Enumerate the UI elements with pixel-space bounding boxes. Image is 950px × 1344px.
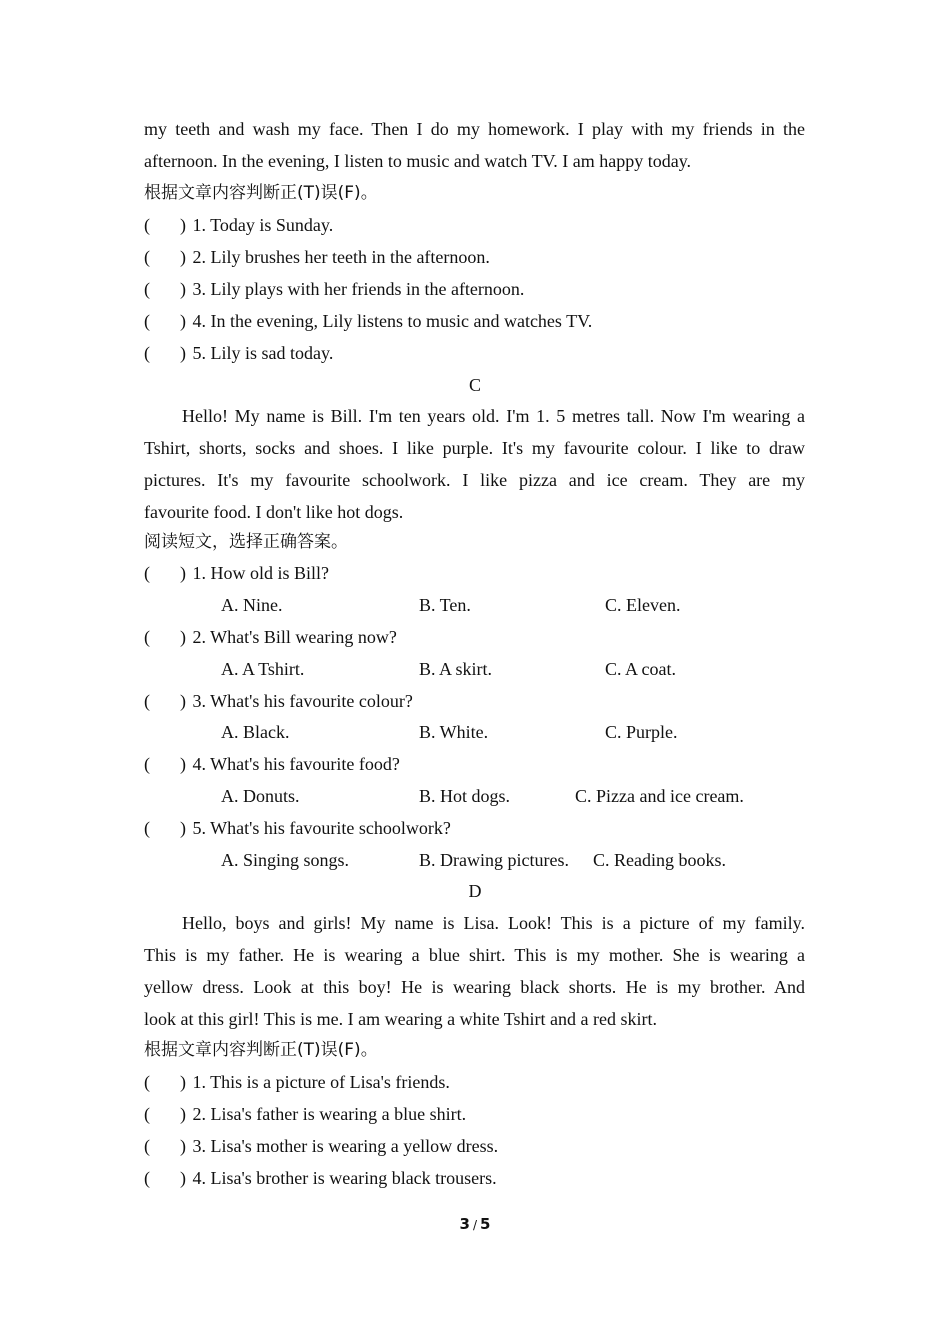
answer-blank[interactable]: ( ) <box>144 343 186 363</box>
mc-question: ( ) 3. What's his favourite colour? <box>144 691 413 711</box>
passage-b-line: my teeth and wash my face. Then I do my homework. I play with my friends in the <box>144 119 805 139</box>
option-c: C. Purple. <box>605 722 678 742</box>
tf-question: ( ) 2. Lisa's father is wearing a blue shirt. <box>144 1104 467 1124</box>
tf-question: ( ) 1. This is a picture of Lisa's friends. <box>144 1072 450 1092</box>
passage-c-line: Tshirt, shorts, socks and shoes. I like purple. It's my favourite colour. I like to draw <box>144 438 805 458</box>
tf-question: ( ) 4. In the evening, Lily listens to music and watches TV. <box>144 311 593 331</box>
passage-d-line: Hello, boys and girls! My name is Lisa. Look! This is a picture of my family. <box>182 913 805 933</box>
option-a: A. A Tshirt. <box>221 659 305 679</box>
passage-d-line: look at this girl! This is me. I am wearing a white Tshirt and a red skirt. <box>144 1009 657 1029</box>
option-b: B. White. <box>419 722 489 742</box>
passage-d-instruction: 根据文章内容判断正(T)误(F)。 <box>144 1040 378 1060</box>
mc-question: ( ) 5. What's his favourite schoolwork? <box>144 818 451 838</box>
passage-b-instruction: 根据文章内容判断正(T)误(F)。 <box>144 183 378 203</box>
option-a: A. Nine. <box>221 595 283 615</box>
option-b: B. A skirt. <box>419 659 493 679</box>
answer-blank[interactable]: ( ) <box>144 691 186 711</box>
tf-question: ( ) 5. Lily is sad today. <box>144 343 334 363</box>
mc-question: ( ) 4. What's his favourite food? <box>144 754 400 774</box>
mc-question: ( ) 2. What's Bill wearing now? <box>144 627 397 647</box>
answer-blank[interactable]: ( ) <box>144 1104 186 1124</box>
answer-blank[interactable]: ( ) <box>144 215 186 235</box>
section-heading-c: C <box>468 375 481 395</box>
passage-c-line: pictures. It's my favourite schoolwork. I like pizza and ice cream. They are my <box>144 470 805 490</box>
tf-question: ( ) 4. Lisa's brother is wearing black trousers. <box>144 1168 497 1188</box>
tf-question: ( ) 2. Lily brushes her teeth in the afternoon. <box>144 247 490 267</box>
mc-question: ( ) 1. How old is Bill? <box>144 563 330 583</box>
tf-question: ( ) 3. Lisa's mother is wearing a yellow dress. <box>144 1136 499 1156</box>
answer-blank[interactable]: ( ) <box>144 1072 186 1092</box>
answer-blank[interactable]: ( ) <box>144 818 186 838</box>
page-number: 3 / 5 <box>459 1215 491 1233</box>
passage-c-line: favourite food. I don't like hot dogs. <box>144 502 404 522</box>
option-a: A. Donuts. <box>221 786 300 806</box>
option-b: B. Ten. <box>419 595 471 615</box>
answer-blank[interactable]: ( ) <box>144 627 186 647</box>
option-b: B. Drawing pictures. <box>419 850 569 870</box>
option-c: C. Pizza and ice cream. <box>575 786 744 806</box>
passage-d-line: This is my father. He is wearing a blue shirt. This is my mother. She is wearing a <box>144 945 805 965</box>
section-heading-d: D <box>468 881 482 901</box>
answer-blank[interactable]: ( ) <box>144 1136 186 1156</box>
option-a: A. Singing songs. <box>221 850 350 870</box>
passage-b-line: afternoon. In the evening, I listen to music and watch TV. I am happy today. <box>144 151 692 171</box>
tf-question: ( ) 1. Today is Sunday. <box>144 215 334 235</box>
answer-blank[interactable]: ( ) <box>144 1168 186 1188</box>
option-a: A. Black. <box>221 722 290 742</box>
tf-question: ( ) 3. Lily plays with her friends in the afternoon. <box>144 279 525 299</box>
option-b: B. Hot dogs. <box>419 786 511 806</box>
answer-blank[interactable]: ( ) <box>144 754 186 774</box>
answer-blank[interactable]: ( ) <box>144 563 186 583</box>
passage-c-line: Hello! My name is Bill. I'm ten years old. I'm 1. 5 metres tall. Now I'm wearing a <box>182 406 805 426</box>
option-c: C. A coat. <box>605 659 676 679</box>
answer-blank[interactable]: ( ) <box>144 279 186 299</box>
option-c: C. Eleven. <box>605 595 681 615</box>
option-c: C. Reading books. <box>593 850 726 870</box>
passage-c-instruction: 阅读短文，选择正确答案。 <box>144 532 348 552</box>
passage-d-line: yellow dress. Look at this boy! He is wearing black shorts. He is my brother. And <box>144 977 805 997</box>
answer-blank[interactable]: ( ) <box>144 311 186 331</box>
answer-blank[interactable]: ( ) <box>144 247 186 267</box>
